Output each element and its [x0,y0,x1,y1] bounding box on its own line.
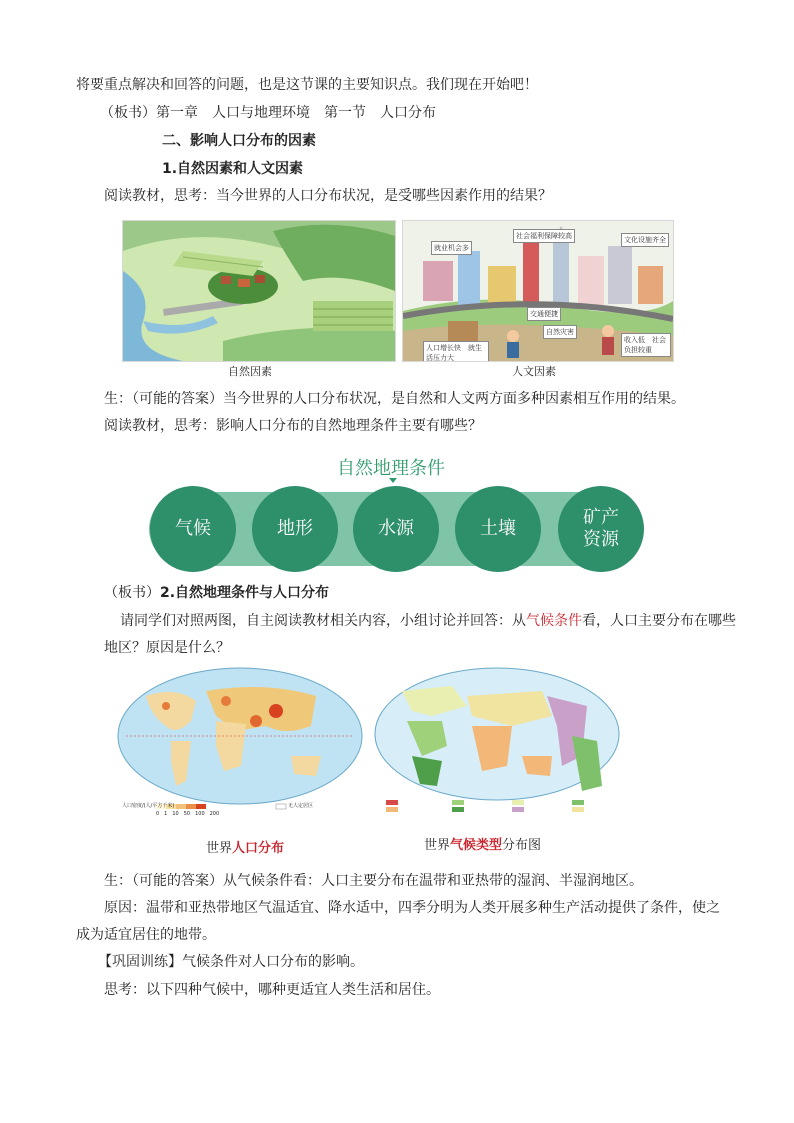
question-1: 阅读教材，思考：当今世界的人口分布状况，是受哪些因素作用的结果？ [104,188,552,204]
legend-ticks: 0 1 10 50 100 200 [156,811,220,817]
legend-title: 人口密度/(人/平方千米) [122,803,175,809]
climate-map-caption [424,834,541,853]
natural-factors-caption: 自然因素 [228,365,272,378]
question-3 [120,611,736,631]
caption-prefix: 世界 [424,838,451,853]
board-heading: （板书）第一章 人口与地理环境 第一节 人口分布 [100,105,436,121]
section-heading: 二、影响人口分布的因素 [162,133,316,149]
caption-suffix: 分布图 [502,838,542,853]
population-map-image [116,666,364,816]
paragraph-1: 将要重点解决和回答的问题，也是这节课的主要知识点。我们现在开始吧！ [76,77,538,93]
caption-prefix: 世界 [206,841,233,856]
climate-map [372,666,622,826]
label-culture: 文化设施齐全 [621,233,669,247]
reason-line-1: 原因：温带和亚热带地区气温适宜、降水适中，四季分明为人类开展多种生产活动提供了条件，使之 [104,900,720,916]
natural-landscape-image [123,221,395,361]
board-prefix: （板书） [104,585,160,601]
label-jobs: 就业机会多 [431,241,472,255]
answer-2: 生：（可能的答案）从气候条件看：人口主要分布在温带和亚热带的湿润、半湿润地区。 [104,873,643,889]
practice-heading: 【巩固训练】气候条件对人口分布的影响。 [98,954,364,970]
board-subheading [104,583,329,603]
diagram-arrow [389,478,397,483]
question-3-cont: 地区？原因是什么？ [104,640,230,656]
human-factors-caption: 人文因素 [512,365,556,378]
label-disaster: 自然灾害 [543,325,577,339]
answer-1: 生：（可能的答案）当今世界的人口分布状况，是自然和人文两方面多种因素相互作用的结果。 [104,391,685,407]
factor-climate: 气候 [150,486,236,572]
reason-line-2: 成为适宜居住的地带。 [76,927,216,943]
question-3-c: 看，人口主要分布在哪些 [582,613,736,629]
population-map-caption [206,837,284,856]
natural-factors-illustration [122,220,396,362]
question-3-a: 请同学们对照两图，自主阅读教材相关内容，小组讨论并回答：从 [120,613,526,629]
legend-none: 无人定居区 [288,803,314,809]
caption-highlight: 气候类型 [450,838,503,853]
label-population: 人口增长快 就生活压力大 [423,341,489,362]
factor-mineral: 矿产 资源 [558,486,644,572]
diagram-title: 自然地理条件 [337,458,445,479]
board-title: 2.自然地理条件与人口分布 [160,585,330,601]
climate-map-image [372,666,622,826]
label-welfare: 社会福利保障较高 [513,229,575,243]
caption-highlight: 人口分布 [232,841,285,856]
think-question: 思考：以下四种气候中，哪种更适宜人类生活和居住。 [104,982,440,998]
label-traffic: 交通便捷 [527,307,561,321]
human-factors-illustration [402,220,674,362]
factor-water: 水源 [353,486,439,572]
factor-terrain: 地形 [252,486,338,572]
subsection-heading: 1.自然因素和人文因素 [162,161,304,177]
question-2: 阅读教材，思考：影响人口分布的自然地理条件主要有哪些？ [104,418,482,434]
population-map [116,666,364,816]
question-3-highlight: 气候条件 [526,613,582,629]
label-income: 收入低 社会负担较重 [621,333,671,357]
factor-soil: 土壤 [455,486,541,572]
